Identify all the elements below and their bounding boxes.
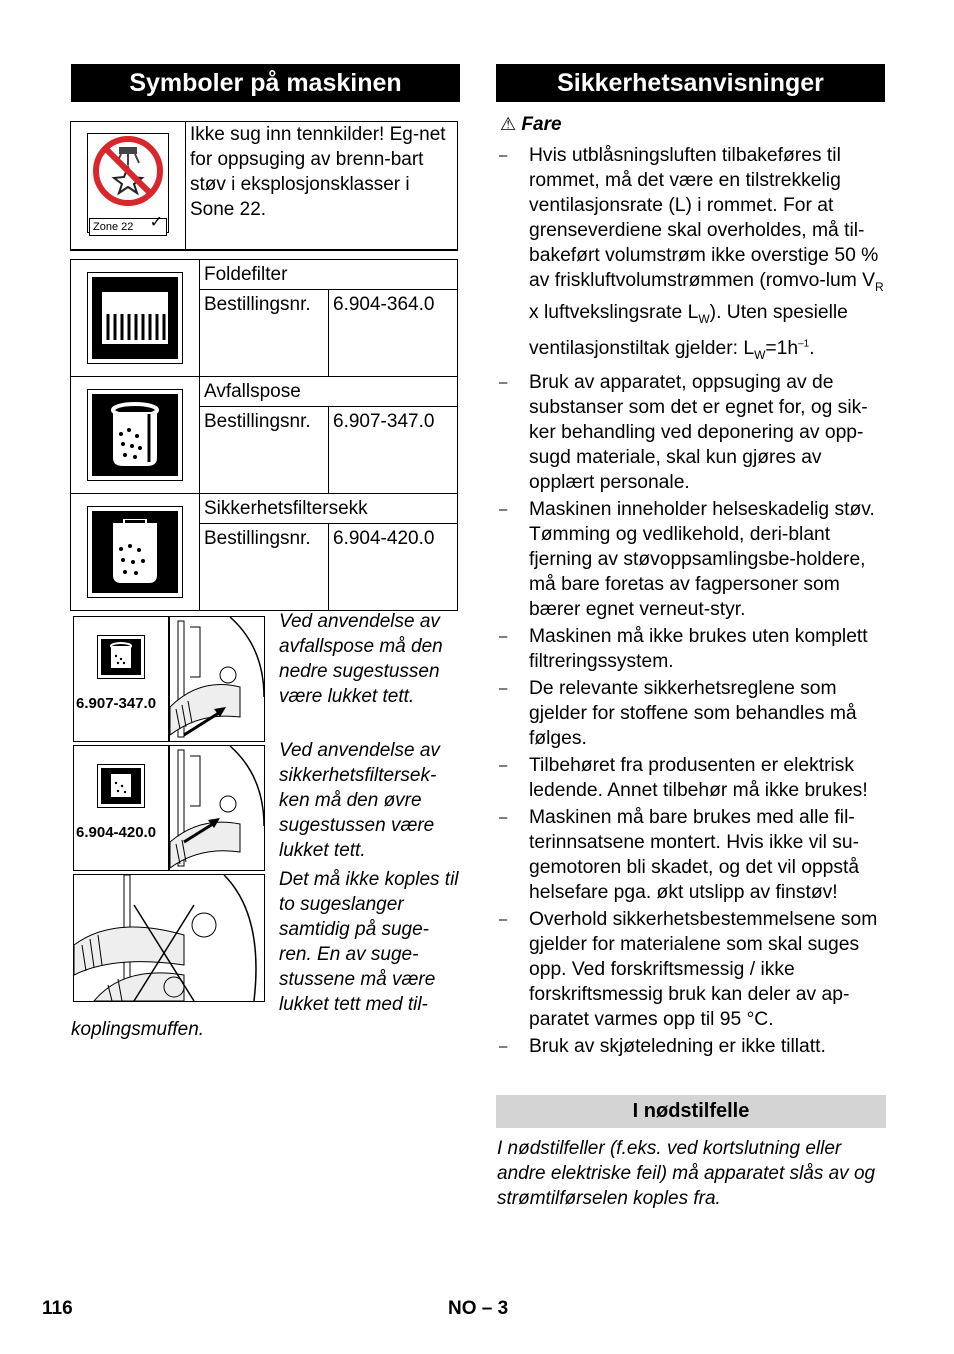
left-section-heading: Symboler på maskinen: [71, 64, 460, 102]
figure-machine-upper-port: [169, 745, 265, 871]
avfallspose-image-cell: [71, 377, 200, 494]
figure-machine-lower-port: [169, 616, 265, 742]
figure-two-hoses-crossed: [73, 874, 265, 1002]
figure-waste-bag-icon-panel: [73, 616, 169, 742]
warning-triangle-icon: ⚠: [500, 114, 517, 134]
checkmark-icon: ✓: [149, 214, 163, 232]
zone-label: Zone 22: [93, 221, 134, 234]
safety-item-1-rendered: Hvis utblåsningsluften tilbakeføres til rommet, må det være en tilstrekkelig ventilasjonsrate (L) i rommet. For at grenseverdiene skal overholdes, må til-bakeført volumstrøm ikke overstige 50 % av friskluftvolumstrømmen (romvo-lum $V_R$ x luftvekslingsrate $L_W$). Uten spesielle ventilasjonstiltak gjelder: $L_W=1h^{-1}$.: [529, 145, 884, 362]
figure-caption: Det må ikke koples til to sugeslanger samtidig på suge-ren. En av suge-stussene må være lukket tett med til-: [279, 869, 459, 1015]
safety-filter-bag-icon: [108, 771, 134, 801]
emergency-heading: I nødstilfelle: [496, 1095, 886, 1128]
part-name: Sikkerhetsfiltersekk: [200, 494, 458, 524]
part-name: Foldefilter: [200, 260, 458, 290]
figure-caption: Ved anvendelse av avfallspose må den nedre sugestussen være lukket tett.: [279, 611, 443, 707]
foldefilter-image-cell: [71, 260, 200, 377]
order-label: Bestillingsnr.: [200, 407, 329, 494]
list-item: – Maskinen inneholder helseskadelig støv. Tømming og vedlikehold, deri-blant fjerning av støvoppsamlingsbe-holdere, må bare foretas av fagpersoner som bærer egnet verneut-styr.: [496, 497, 888, 622]
figure-filter-bag-icon-panel: [73, 745, 169, 871]
danger-label: [500, 114, 562, 136]
list-item: – Tilbehøret fra produsenten er elektrisk ledende. Annet tilbehør må ikke brukes!: [496, 753, 888, 803]
waste-bag-icon: [108, 642, 134, 672]
safety-filter-bag-icon: [87, 506, 183, 598]
figure-part-number: 6.904-420.0: [76, 824, 157, 841]
no-ignition-sources-icon: [87, 133, 169, 233]
list-item: – Bruk av apparatet, oppsuging av de substanser som det er egnet for, og sik-ker behandling ved deponering av opp-sugd materiale, skal kun gjøres av opplært personale.: [496, 370, 888, 495]
waste-bag-icon: [87, 389, 183, 481]
warning-text: Ikke sug inn tennkilder! Eg-net for oppsuging av brenn-bart støv i eksplosjonsklasser i Sone 22.: [186, 122, 458, 250]
figure-caption: Ved anvendelse av sikkerhetsfiltersek-ken må den øvre sugestussen være lukket tett.: [279, 740, 440, 861]
warning-symbol-cell: [71, 122, 186, 250]
figure-part-number: 6.907-347.0: [76, 695, 157, 712]
page-number: 116: [42, 1298, 73, 1319]
order-label: Bestillingsnr.: [200, 524, 329, 611]
order-label: Bestillingsnr.: [200, 290, 329, 377]
danger-label-text: Fare: [521, 114, 562, 135]
list-item: – Bruk av skjøteledning er ikke tillatt.: [496, 1034, 888, 1059]
sikkerhetsfiltersekk-image-cell: [71, 494, 200, 611]
safety-list: [496, 143, 888, 1061]
parts-table: [70, 259, 458, 611]
list-item: – Overhold sikkerhetsbestemmelsene som gjelder for materialene som skal suges opp. Ved forskriftsmessig / ikke forskriftsmessig bruk kan deler av ap-paratet varmes opp til 95 °C.: [496, 907, 888, 1032]
order-number: 6.904-420.0: [329, 524, 458, 611]
page-code: NO – 3: [448, 1298, 509, 1319]
part-name: Avfallspose: [200, 377, 458, 407]
emergency-text: I nødstilfeller (f.eks. ved kortslutning eller andre elektriske feil) må apparatet slås av og strømtilførselen koples fra.: [497, 1138, 876, 1209]
list-item: – Maskinen må ikke brukes uten komplett filtreringssystem.: [496, 624, 888, 674]
order-number: 6.907-347.0: [329, 407, 458, 494]
foldefilter-icon: [87, 272, 183, 364]
warning-symbol-table: [70, 121, 458, 251]
list-item: – De relevante sikkerhetsreglene som gjelder for stoffene som behandles må følges.: [496, 676, 888, 751]
right-section-heading: Sikkerhetsanvisninger: [496, 64, 885, 102]
list-item: [496, 143, 888, 368]
figure-caption-continued: koplingsmuffen.: [71, 1019, 205, 1040]
list-item: – Maskinen må bare brukes med alle fil-terinnsatsene montert. Hvis ikke vil su-gemotoren bli skadet, og det vil oppstå helsefare pga. økt utslipp av finstøv!: [496, 805, 888, 905]
order-number: 6.904-364.0: [329, 290, 458, 377]
